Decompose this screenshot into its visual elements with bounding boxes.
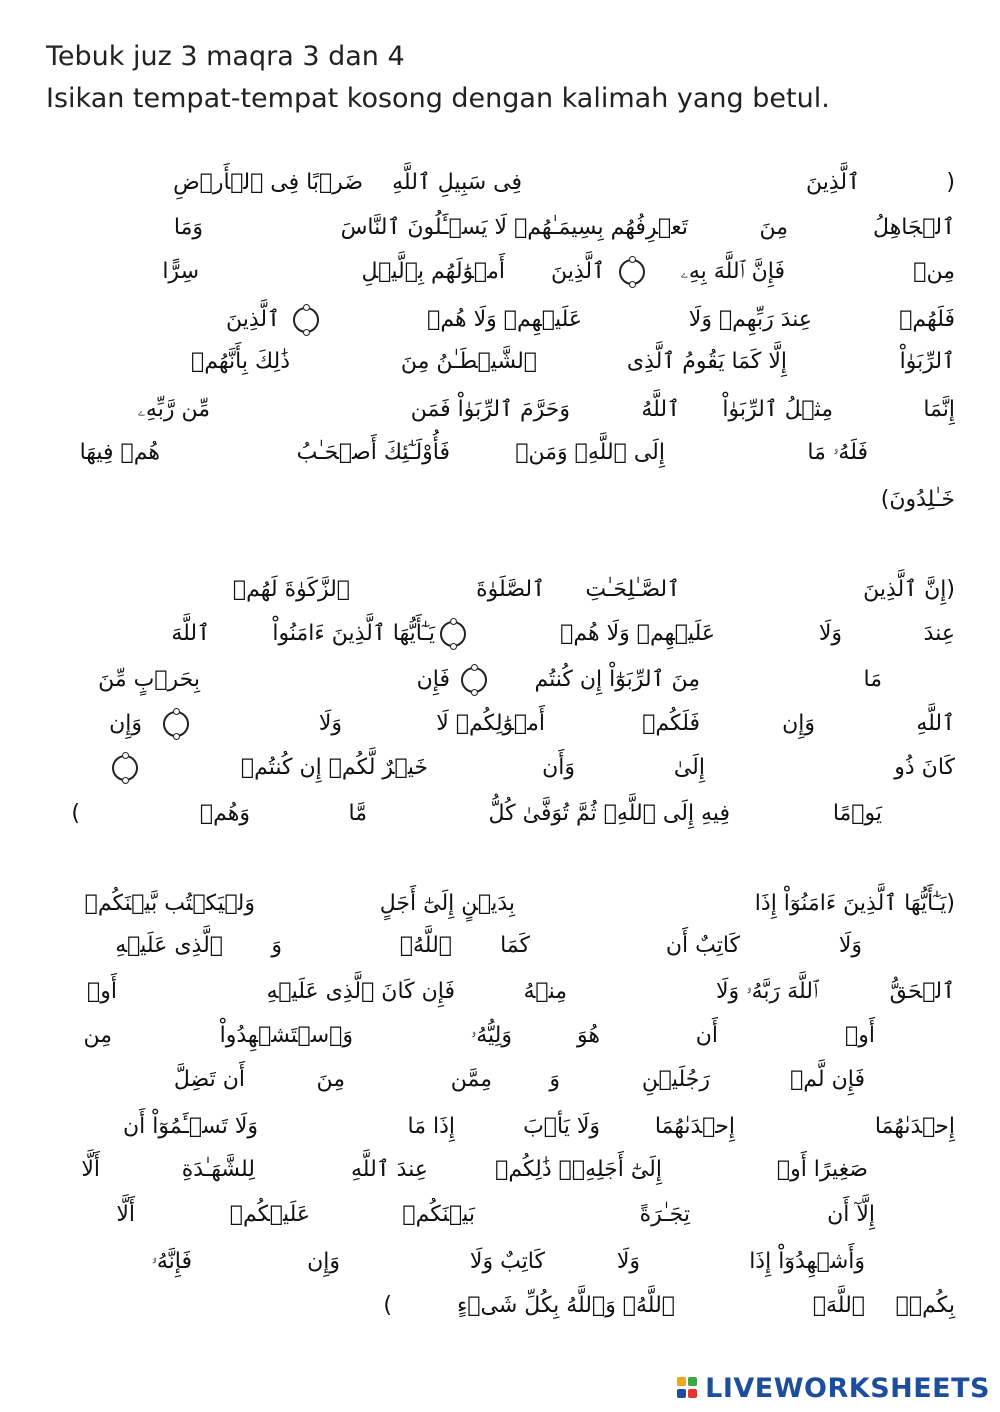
verse-text: بِدَيۡنٍ إِلَىٰٓ أَجَلٍ [379,891,515,916]
verse-text: فَإِنَّهُۥ [151,1249,192,1274]
verse-text: وَإِن [782,711,815,736]
verse-text: إِحۡدَىٰهُمَا [654,1114,735,1139]
verse-text: مَا [863,667,882,692]
verse-text: إِحۡدَىٰهُمَا [874,1114,955,1139]
verse-text: ٱلصَّلَوٰةَ [476,577,545,602]
verse-text: مِنۡ [913,259,955,284]
verse-text: ( [946,170,955,195]
verse-text: وَإِن [109,711,142,736]
instruction-line: Isikan tempat-tempat kosong dengan kalimah yang betul. [46,83,830,114]
verse-text: هُمۡ فِيهَا [79,440,160,465]
verse-text: مِن [83,1023,112,1048]
verse-text: ) [71,801,80,826]
verse-text: تِجَـٰرَةً [639,1202,690,1227]
verse-text: أَوۡ [87,979,117,1004]
verse-text: عَلَيۡهِمۡ وَلَا هُمۡ [427,307,582,332]
verse-text: أَلَّا [81,1157,100,1182]
verse-text: وَلَا يَأۡبَ [523,1114,600,1139]
verse-text: ٱللَّهِ [916,711,955,736]
verse-text: مِثۡلُ ٱلرِّبَوٰاْ [722,397,833,422]
verse-text: وَأَشۡهِدُوٓاْ إِذَا [749,1249,865,1274]
verse-text: مَّا [348,801,367,826]
verse-text: وَلَا [616,1249,640,1274]
verse-text: ٱللَّهَ [171,621,210,646]
logo-blocks-icon [677,1375,701,1403]
verse-text: أَمۡوَٰلَهُم بِٱلَّيۡلِ [361,259,505,284]
verse-text: إِلَىٰ [673,755,705,780]
verse-text: مِنَ [316,1067,345,1092]
verse-text: لِلشَّهَـٰدَةِ [181,1157,255,1182]
verse-text: ٱلۡجَاهِلُ [873,215,955,240]
verse-text: صَغِيرًا أَوۡ [776,1157,868,1182]
verse-text: وَ [271,933,282,958]
verse-text: عَلَيۡكُمۡ [229,1202,310,1227]
verse-text: فَلَهُۥ مَا [807,440,868,465]
verse-text: خَـٰلِدُونَ) [880,487,955,512]
verse-text: (إِنَّ ٱلَّذِينَ [863,577,955,602]
verse-text: إِنَّمَا [923,397,955,422]
logo-text: LIVEWORKSHEETS [705,1373,990,1404]
verse-text: بِكُمۡۗ [895,1293,955,1318]
verse-text: فَإِن [416,667,450,692]
liveworksheets-logo [677,1373,990,1404]
verse-text: وَمَا [173,215,203,240]
verse-text: ٱللَّهُ [641,397,680,422]
verse-text: كَانَ ذُو [894,755,955,780]
verse-text: مِنۡهُ [523,979,567,1004]
verse-text: ضَرۡبًا فِى ٱلۡأَرۡضِ [173,170,363,195]
verse-text: ٱلزَّكَوٰةَ لَهُمۡ [232,577,350,602]
instructions [46,36,830,120]
verse-text: أَن [695,1023,718,1048]
verse-text: يَـٰٓأَيُّهَا ٱلَّذِينَ ءَامَنُواْ [272,621,435,646]
verse-text: ٱلرِّبَوٰاْ [899,349,955,374]
verse-end-marker-icon [163,711,189,737]
verse-text: وَلَا [818,621,842,646]
verse-text: إِلَى ٱللَّهِۖ وَمَنۡ [515,440,665,465]
verse-text: عِندَ [923,621,955,646]
verse-text: رَجُلَيۡنِ [641,1067,710,1092]
verse-end-marker-icon [461,667,487,693]
verse-text: مِمَّن [450,1067,492,1092]
verse-text: وَلۡيَكۡتُب بَّيۡنَكُمۡ [84,891,255,916]
verse-text: أَوۡ [845,1023,875,1048]
verse-text: وَ [549,1067,560,1092]
verse-text: ٱللَّهُۗ وَٱللَّهُ بِكُلِّ شَىۡءٍ [456,1293,675,1318]
verse-text: وَلِيُّهُۥ [470,1023,512,1048]
verse-text: وَهُمۡ [199,801,250,826]
verse-text: كَاتِبٌ أَن [665,933,740,958]
verse-text: وَإِن [307,1249,340,1274]
verse-text: أَن تَضِلَّ [173,1067,245,1092]
verse-text: أَمۡوَٰلِكُمۡ لَا [436,711,545,736]
verse-text: وَلَا [318,711,342,736]
verse-text: مِّن رَّبِّهِۦ [137,397,210,422]
verse-text: كَمَا [500,933,530,958]
verse-text: (يَـٰٓأَيُّهَا ٱلَّذِينَ ءَامَنُوٓاْ إِذَا [754,891,955,916]
verse-text: ذَٰلِكَ بِأَنَّهُمۡ [191,349,290,374]
verse-text: إِلَّا كَمَا يَقُومُ ٱلَّذِى [626,349,787,374]
verse-text: ٱلۡحَقُّ [889,979,955,1004]
verse-text: فَإِنَّ ٱللَّهَ بِهِۦ [680,259,785,284]
verse-text: فَأُوْلَـٰٓئِكَ أَصۡحَـٰبُ [296,440,450,465]
verse-text: عِندَ ٱللَّهِ [351,1157,428,1182]
verse-text: ٱلَّذِينَ [225,307,280,332]
verse-text: بَيۡنَكُمۡ [402,1202,475,1227]
verse-text: يَوۡمًا [832,801,882,826]
verse-text: وَٱسۡتَشۡهِدُواْ [219,1023,353,1048]
verse-text: كَاتِبٌ وَلَا [469,1249,545,1274]
verse-text: بِحَرۡبٍ مِّنَ [98,667,200,692]
verse-text: عَلَيۡهِمۡ وَلَا هُمۡ [560,621,715,646]
verse-text: ٱللَّهُۚ [399,933,452,958]
verse-text: ٱللَّهَۖ [812,1293,865,1318]
verse-text: ٱلصَّـٰلِحَـٰتِ [585,577,680,602]
verse-text: تَعۡرِفُهُم بِسِيمَـٰهُمۡ لَا يَسۡـَٔلُونَ ٱلنَّاسَ [340,215,688,240]
verse-text: إِلَىٰٓ أَجَلِهِۦۚ ذَٰلِكُمۡ [495,1157,662,1182]
title-line: Tebuk juz 3 maqra 3 dan 4 [46,41,405,72]
verse-end-marker-icon [293,307,319,333]
verse-text: إِلَّآ أَن [827,1202,875,1227]
verse-text: فِيهِ إِلَى ٱللَّهِۖ ثُمَّ تُوَفَّىٰ كُلُّ [488,801,730,826]
verse-text: وَأَن [542,755,575,780]
verse-text: ٱللَّهَ رَبَّهُۥ وَلَا [715,979,818,1004]
verse-text: ٱلَّذِينَ [550,259,605,284]
verse-text: هُوَ [577,1023,600,1048]
verse-text: فَلَكُمۡ [642,711,700,736]
verse-text: مِنَ ٱلرِّبَوٰٓاْ إِن كُنتُم [534,667,700,692]
verse-text: وَلَا تَسۡـَٔمُوٓاْ أَن [122,1114,258,1139]
verse-text: وَحَرَّمَ ٱلرِّبَوٰاْ فَمَن [410,397,570,422]
verse-text: مِنَ [759,215,788,240]
verse-text: ) [383,1293,392,1318]
verse-end-marker-icon [619,259,645,285]
verse-text: فِى سَبِيلِ ٱللَّهِ [392,170,522,195]
verse-text: ٱلَّذِى عَلَيۡهِ [115,933,223,958]
verse-text: أَلَّا [116,1202,135,1227]
verse-text: وَلَا [838,933,862,958]
verse-end-marker-icon [112,755,138,781]
verse-text: فَإِن كَانَ ٱلَّذِى عَلَيۡهِ [266,979,455,1004]
verse-text: فَإِن لَّمۡ [790,1067,865,1092]
verse-text: عِندَ رَبِّهِمۡ وَلَا [688,307,812,332]
verse-text: إِذَا مَا [407,1114,455,1139]
verse-text: خَيۡرٌ لَّكُمۡ إِن كُنتُمۡ [240,755,428,780]
verse-text: ٱلَّذِينَ [805,170,860,195]
verse-text: سِرًّا [162,259,199,284]
verse-text: فَلَهُمۡ [899,307,955,332]
verse-text: ٱلشَّيۡطَـٰنُ مِنَ [400,349,537,374]
verse-end-marker-icon [440,621,466,647]
